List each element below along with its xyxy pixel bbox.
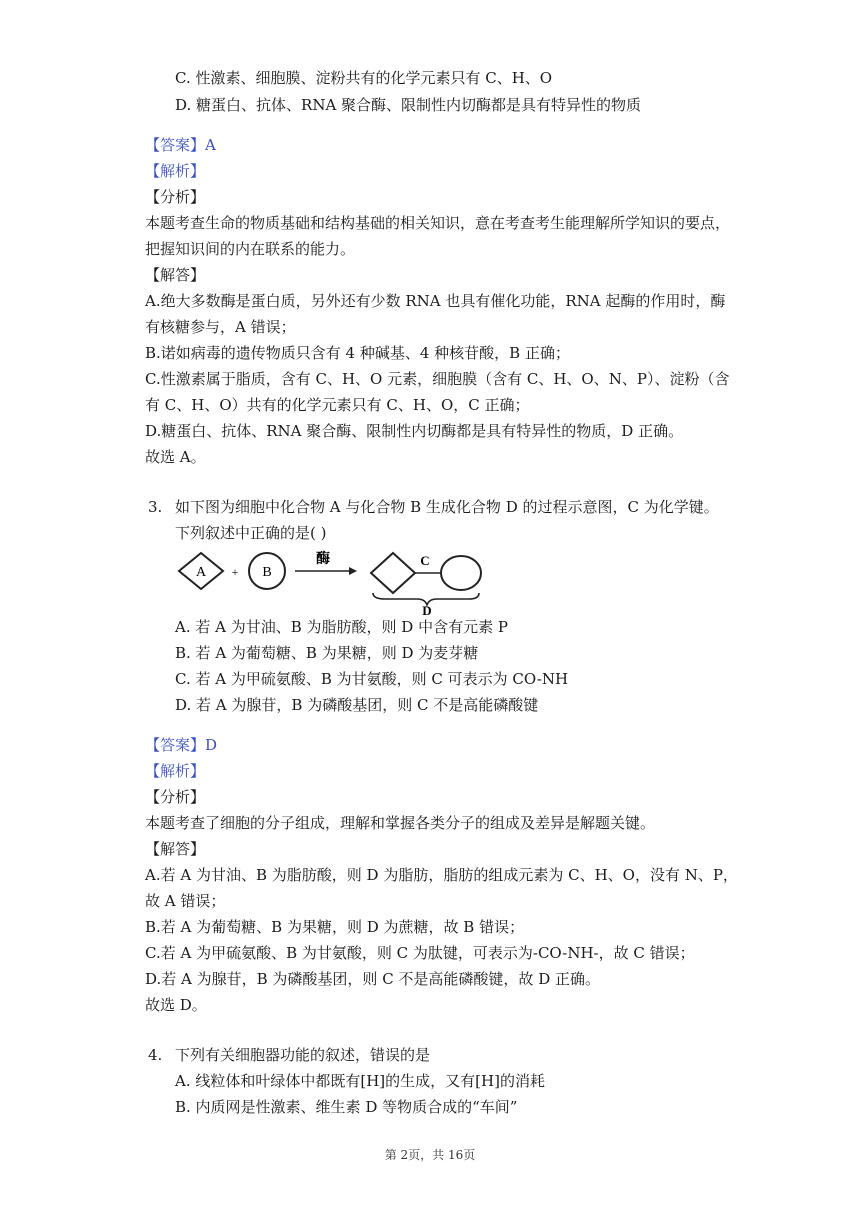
question-stem-line2: 下列叙述中正确的是( ) (175, 524, 327, 542)
analysis-label: 【解析】 (145, 762, 206, 780)
jieda-line: 有 C、H、O）共有的化学元素只有 C、H、O，C 正确； (145, 396, 530, 414)
jieda-line: A.绝大多数酶是蛋白质，另外还有少数 RNA 也具有催化功能，RNA 起酶的作用时，酶 (145, 292, 726, 310)
option-c: C. 若 A 为甲硫氨酸、B 为甘氨酸，则 C 可表示为 CO-NH (175, 670, 569, 688)
jieda-line: B.若 A 为葡萄糖、B 为果糖，则 D 为蔗糖，故 B 错误； (145, 918, 525, 936)
jieda-line: C.性激素属于脂质，含有 C、H、O 元素，细胞膜（含有 C、H、O、N、P）、淀粉（含 (145, 370, 730, 388)
jieda-line: D.糖蛋白、抗体、RNA 聚合酶、限制性内切酶都是具有特异性的物质，D 正确。 (145, 422, 684, 440)
question-number: 3. (148, 498, 163, 516)
enzyme-label: 酶 (316, 551, 330, 567)
jieda-line: B.诺如病毒的遗传物质只含有 4 种碱基、4 种核苷酸，B 正确； (145, 344, 570, 362)
question-stem: 下列有关细胞器功能的叙述，错误的是 (175, 1046, 431, 1064)
jieda-label: 【解答】 (145, 840, 206, 858)
jieda-label: 【解答】 (145, 266, 206, 284)
question-number: 4. (148, 1046, 163, 1064)
analysis-label: 【解析】 (145, 162, 206, 180)
bond-c-label: C (420, 553, 430, 568)
arrow-head-icon (349, 567, 357, 575)
jieda-line: C.若 A 为甲硫氨酸、B 为甘氨酸，则 C 为肽键，可表示为-CO-NH-，故 C 错误； (145, 944, 695, 962)
jieda-line: A.若 A 为甘油、B 为脂肪酸，则 D 为脂肪，脂肪的组成元素为 C、H、O，没有 N、P， (145, 866, 738, 884)
option-a: A. 线粒体和叶绿体中都既有[H]的生成，又有[H]的消耗 (175, 1072, 545, 1090)
jieda-line: 有核糖参与，A 错误； (145, 318, 296, 336)
product-circle-shape (441, 556, 481, 590)
option-d: D. 若 A 为腺苷，B 为磷酸基团，则 C 不是高能磷酸键 (175, 696, 539, 714)
compound-d-label: D (422, 603, 432, 615)
reaction-diagram (173, 547, 493, 615)
option-a: A. 若 A 为甘油、B 为脂肪酸，则 D 中含有元素 P (175, 618, 508, 636)
jieda-line: 故 A 错误； (145, 892, 226, 910)
option-b: B. 若 A 为葡萄糖、B 为果糖，则 D 为麦芽糖 (175, 644, 479, 662)
answer-label: 【答案】A (145, 136, 216, 154)
compound-a-label: A (195, 565, 207, 580)
fenxi-text-line1: 本题考查生命的物质基础和结构基础的相关知识，意在考查考生能理解所学知识的要点， (145, 214, 731, 232)
plus-sign: + (231, 565, 239, 579)
option-b: B. 内质网是性激素、维生素 D 等物质合成的“车间” (175, 1098, 518, 1116)
fenxi-label: 【分析】 (145, 188, 206, 206)
fenxi-text-line2: 把握知识间的内在联系的能力。 (145, 240, 356, 258)
fenxi-text: 本题考查了细胞的分子组成，理解和掌握各类分子的组成及差异是解题关键。 (145, 814, 656, 832)
question-stem-line1: 如下图为细胞中化合物 A 与化合物 B 生成化合物 D 的过程示意图，C 为化学键。 (175, 498, 719, 516)
option-d: D. 糖蛋白、抗体、RNA 聚合酶、限制性内切酶都是具有特异性的物质 (175, 96, 642, 114)
fenxi-label: 【分析】 (145, 788, 206, 806)
jieda-line: 故选 D。 (145, 996, 207, 1014)
jieda-line: D.若 A 为腺苷，B 为磷酸基团，则 C 不是高能磷酸键，故 D 正确。 (145, 970, 600, 988)
answer-label: 【答案】D (145, 736, 218, 754)
jieda-line: 故选 A。 (145, 448, 206, 466)
product-diamond-shape (371, 553, 415, 593)
compound-b-label: B (262, 565, 272, 580)
option-c: C. 性激素、细胞膜、淀粉共有的化学元素只有 C、H、O (175, 69, 553, 87)
page-footer: 第 2页，共 16页 (384, 1148, 476, 1162)
